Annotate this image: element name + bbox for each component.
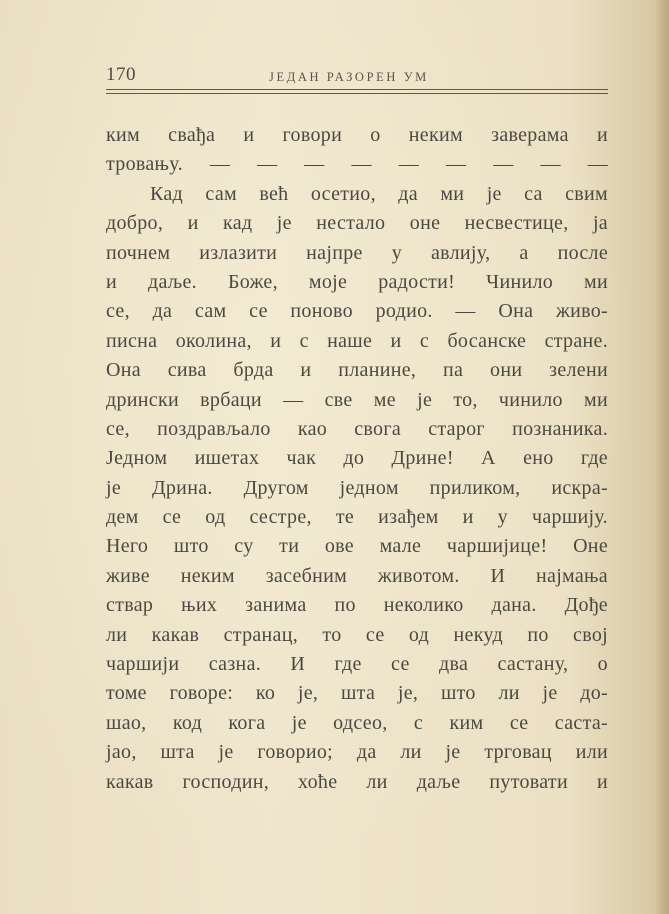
- text-line: ли какав странац, то се од некуд по свој: [106, 623, 608, 646]
- text-line: ким свађа и говори о неким заверама и: [106, 124, 608, 146]
- header-rule-thin: [106, 93, 608, 94]
- text-line: писна околина, и с наше и с босанске стране.: [106, 329, 608, 352]
- text-line: Него што су ти ове мале чаршијице! Оне: [106, 535, 608, 558]
- text-line: јао, шта је говорио; да ли је трговац или: [106, 741, 608, 764]
- text-line: чаршији сазна. И где се два састану, о: [106, 653, 608, 676]
- text-line: Она сива брда и планине, па они зелени: [106, 359, 608, 382]
- text-line: добро, и кад је нестало оне несвестице, ја: [106, 212, 608, 235]
- text-line: и даље. Боже, моје радости! Чинило ми: [106, 270, 608, 293]
- text-line: почнем излазити најпре у авлију, а после: [106, 241, 608, 264]
- page-number: 170: [106, 64, 136, 85]
- text-line: тровању. — — — — — — — — —: [106, 153, 608, 176]
- text-line: Једном ишетах чак до Дрине! А ено где: [106, 447, 608, 470]
- text-line: какав господин, хоће ли даље путовати и: [106, 770, 608, 793]
- text-line: томе говоре: ко је, шта је, што ли је до-: [106, 682, 608, 705]
- text-line: живе неким засебним животом. И најмања: [106, 564, 608, 587]
- text-line: је Дрина. Другом једном приликом, искра-: [106, 476, 608, 499]
- text-line: шао, код кога је одсео, с ким се саста-: [106, 711, 608, 734]
- text-line: се, да сам се поново родио. — Она живо-: [106, 300, 608, 323]
- body-text: [106, 121, 608, 797]
- header-rule-thick: [106, 89, 608, 90]
- text-line: дрински врбаци — све ме је то, чинило ми: [106, 388, 608, 411]
- text-line: се, поздрављало као свога старог познаника.: [106, 417, 608, 440]
- page-header: [106, 64, 608, 86]
- page-edge-shadow: [655, 0, 669, 914]
- text-line: дем се од сестре, те изађем и у чаршију.: [106, 506, 608, 529]
- running-head: ЈЕДАН РАЗОРЕН УМ: [269, 70, 429, 84]
- text-line: ствар њих занима по неколико дана. Дође: [106, 594, 608, 617]
- text-line: Кад сам већ осетио, да ми је са свим: [150, 182, 608, 205]
